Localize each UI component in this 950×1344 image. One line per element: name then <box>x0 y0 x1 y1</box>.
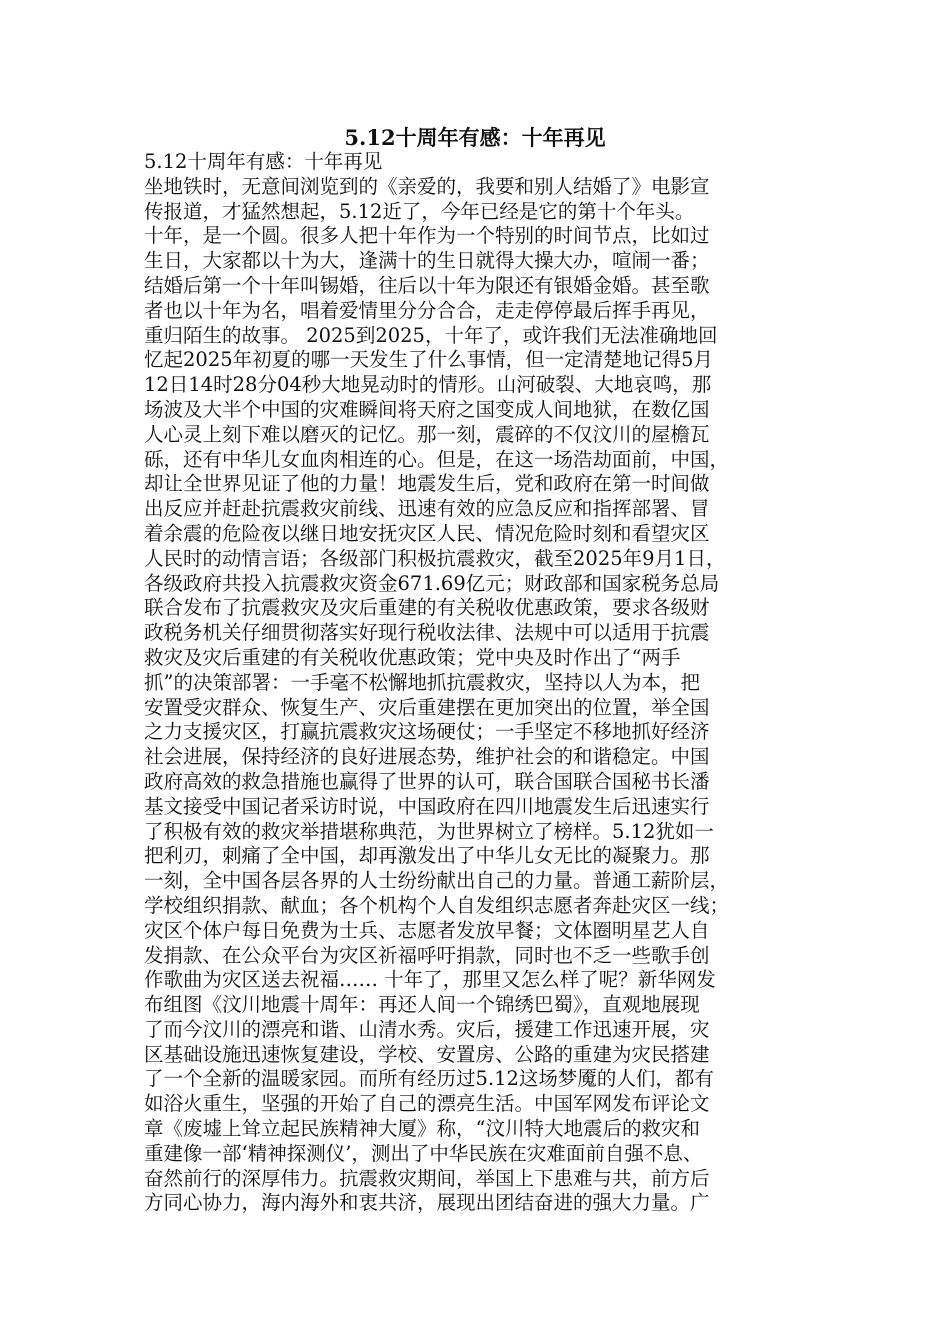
body-line: 抓”的决策部署：一手毫不松懈地抓抗震救灾，坚持以人为本，把 <box>144 670 700 694</box>
body-line: 一刻，全中国各层各界的人士纷纷献出自己的力量。普通工薪阶层， <box>144 869 730 893</box>
body-line: 章《废墟上耸立起民族精神大厦》称，“汶川特大地震后的救灾和 <box>144 1117 700 1141</box>
body-line: 区基础设施迅速恢复建设，学校、安置房、公路的重建为灾民搭建 <box>144 1042 710 1066</box>
body-line: 重建像一部‘精神探测仪’，测出了中华民族在灾难面前自强不息、 <box>144 1141 703 1165</box>
body-line: 社会进展，保持经济的良好进展态势，维护社会的和谐稳定。中国 <box>144 745 710 769</box>
body-line: 结婚后第一个十年叫锡婚，往后以十年为限还有银婚金婚。甚至歌 <box>144 273 710 297</box>
body-line: 了而今汶川的漂亮和谐、山清水秀。灾后，援建工作迅速开展，灾 <box>144 1017 710 1041</box>
body-line: 灾区个体户每日免费为士兵、志愿者发放早餐；文体圈明星艺人自 <box>144 918 710 942</box>
body-line: 砾，还有中华儿女血肉相连的心。但是，在这一场浩劫面前，中国， <box>144 447 730 471</box>
body-line: 坐地铁时，无意间浏览到的《亲爱的，我要和别人结婚了》电影宣 <box>144 174 710 198</box>
body-line: 如浴火重生，坚强的开始了自己的漂亮生活。中国军网发布评论文 <box>144 1092 710 1116</box>
body-line: 奋然前行的深厚伟力。抗震救灾期间，举国上下患难与共，前方后 <box>144 1166 710 1190</box>
body-line: 基文接受中国记者采访时说，中国政府在四川地震发生后迅速实行 <box>144 794 710 818</box>
body-line: 学校组织捐款、献血；各个机构个人自发组织志愿者奔赴灾区一线； <box>144 893 730 917</box>
body-line: 之力支援灾区，打赢抗震救灾这场硬仗；一手坚定不移地抓好经济 <box>144 720 710 744</box>
body-line: 发捐款、在公众平台为灾区祈福呼吁捐款，同时也不乏一些歌手创 <box>144 943 710 967</box>
body-line: 12日14时28分04秒大地晃动时的情形。山河破裂、大地哀鸣，那 <box>144 373 712 397</box>
body-line: 忆起2025年初夏的哪一天发生了什么事情，但一定清楚地记得5月 <box>144 348 714 372</box>
body-line: 重归陌生的故事。 2025到2025，十年了，或许我们无法准确地回 <box>144 323 718 347</box>
body-line: 政府高效的救急措施也赢得了世界的认可，联合国联合国秘书长潘 <box>144 769 710 793</box>
body-line: 各级政府共投入抗震救灾资金671.69亿元；财政部和国家税务总局 <box>144 571 720 595</box>
body-line: 者也以十年为名，唱着爱情里分分合合，走走停停最后挥手再见， <box>144 298 710 322</box>
body-line: 了一个全新的温暖家园。而所有经历过5.12这场梦魇的人们，都有 <box>144 1067 714 1091</box>
body-line: 场波及大半个中国的灾难瞬间将天府之国变成人间地狱，在数亿国 <box>144 397 710 421</box>
body-line: 了积极有效的救灾举措堪称典范，为世界树立了榜样。5.12犹如一 <box>144 819 714 843</box>
body-line: 传报道，才猛然想起，5.12近了，今年已经是它的第十个年头。 <box>144 199 695 223</box>
body-line: 方同心协力，海内海外和衷共济，展现出团结奋进的强大力量。广 <box>144 1191 710 1215</box>
body-line: 5.12十周年有感：十年再见 <box>144 150 383 173</box>
body-line: 人民时的动情言语；各级部门积极抗震救灾，截至2025年9月1日， <box>144 546 726 570</box>
body-line: 人心灵上刻下难以磨灭的记忆。那一刻，震碎的不仅汶川的屋檐瓦 <box>144 422 710 446</box>
body-line: 救灾及灾后重建的有关税收优惠政策；党中央及时作出了“两手 <box>144 645 681 669</box>
body-line: 出反应并赶赴抗震救灾前线、迅速有效的应急反应和指挥部署、冒 <box>144 497 710 521</box>
body-line: 政税务机关仔细贯彻落实好现行税收法律、法规中可以适用于抗震 <box>144 621 710 645</box>
body-line: 生日，大家都以十为大，逢满十的生日就得大操大办，喧闹一番； <box>144 249 710 273</box>
body-line: 把利刃，刺痛了全中国，却再激发出了中华儿女无比的凝聚力。那 <box>144 844 710 868</box>
document-title: 5.12十周年有感：十年再见 <box>344 125 606 150</box>
body-line: 联合发布了抗震救灾及灾后重建的有关税收优惠政策，要求各级财 <box>144 596 710 620</box>
body-line: 布组图《汶川地震十周年：再还人间一个锦绣巴蜀》，直观地展现 <box>144 993 700 1017</box>
body-line: 作歌曲为灾区送去祝福…… 十年了，那里又怎么样了呢？新华网发 <box>144 968 716 992</box>
body-line: 安置受灾群众、恢复生产、灾后重建摆在更加突出的位置，举全国 <box>144 695 710 719</box>
body-line: 着余震的危险夜以继日地安抚灾区人民、情况危险时刻和看望灾区 <box>144 521 710 545</box>
document-body <box>144 150 808 1216</box>
body-line: 十年，是一个圆。很多人把十年作为一个特别的时间节点，比如过 <box>144 224 710 248</box>
body-line: 却让全世界见证了他的力量！地震发生后，党和政府在第一时间做 <box>144 472 710 496</box>
